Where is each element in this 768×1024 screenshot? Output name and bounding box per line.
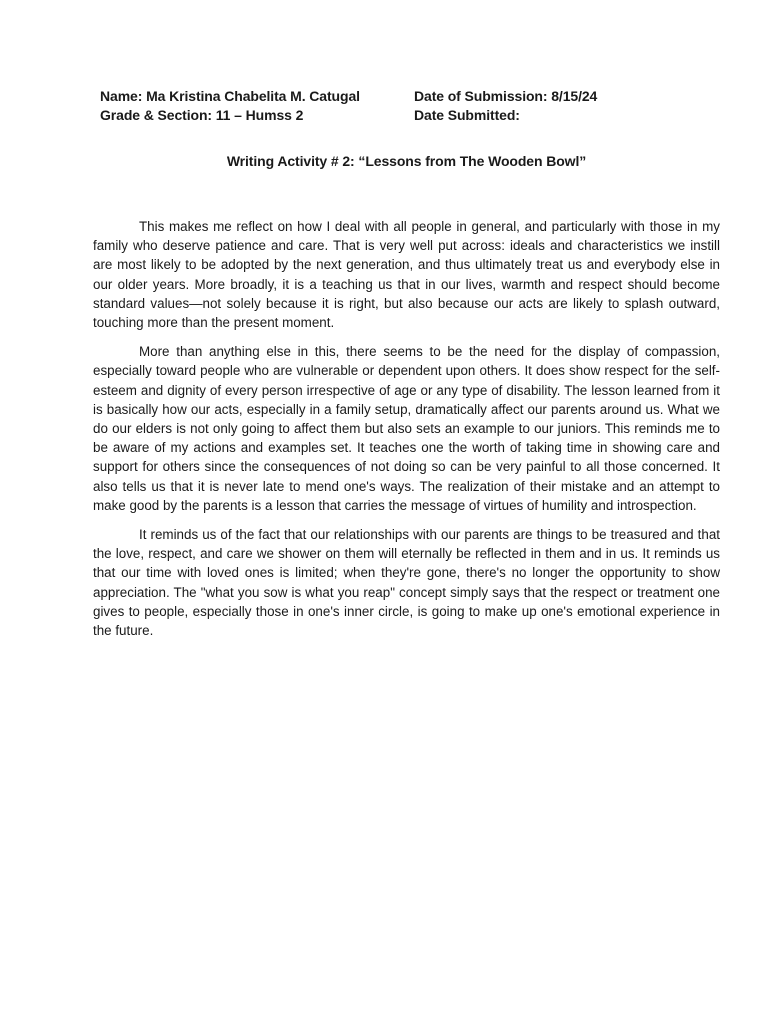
document-header bbox=[100, 87, 660, 124]
body-paragraph: More than anything else in this, there seems to be the need for the display of compassion, especially toward people who are vulnerable or dependent upon others. It does show respect for the self-esteem and dignity of every person irrespective of age or any type of disability. The lesson learned from it is basically how our acts, especially in a family setup, dramatically affect our parents around us. What we do our elders is not only going to affect them but also sets an example to our juniors. This reminds me to be aware of my actions and examples set. It teaches one the worth of taking time in showing care and support for others since the consequences of not doing so can be very painful to all those concerned. It also tells us that it is never late to mend one's ways. The realization of their mistake and an attempt to make good by the parents is a lesson that carries the message of virtues of humility and introspection. bbox=[93, 344, 720, 513]
student-name: Name: Ma Kristina Chabelita M. Catugal bbox=[100, 88, 360, 104]
body-paragraph: It reminds us of the fact that our relationships with our parents are things to be treasured and that the love, respect, and care we shower on them will eternally be reflected in them and in us. It reminds us that our time with loved ones is limited; when they're gone, there's no longer the opportunity to show appreciation. The "what you sow is what you reap" concept simply says that the respect or treatment one gives to people, especially those in one's inner circle, is going to make up one's emotional experience in the future. bbox=[93, 527, 720, 639]
date-of-submission: Date of Submission: 8/15/24 bbox=[414, 88, 598, 104]
document-title: Writing Activity # 2: “Lessons from The Wooden Bowl” bbox=[226, 153, 587, 169]
body-paragraph: This makes me reflect on how I deal with all people in general, and particularly with those in my family who deserve patience and care. That is very well put across: ideals and characteristics we instill are most likely to be adopted by the next generation, and thus ultimately treat us and everybody else in our older years. More broadly, it is a teaching us that in our lives, warmth and respect should become standard values—not solely because it is right, but also because our acts are likely to splash outward, touching more than the present moment. bbox=[93, 219, 720, 331]
date-submitted: Date Submitted: bbox=[414, 107, 520, 123]
grade-section: Grade & Section: 11 – Humss 2 bbox=[100, 107, 304, 123]
document-body bbox=[93, 217, 720, 650]
